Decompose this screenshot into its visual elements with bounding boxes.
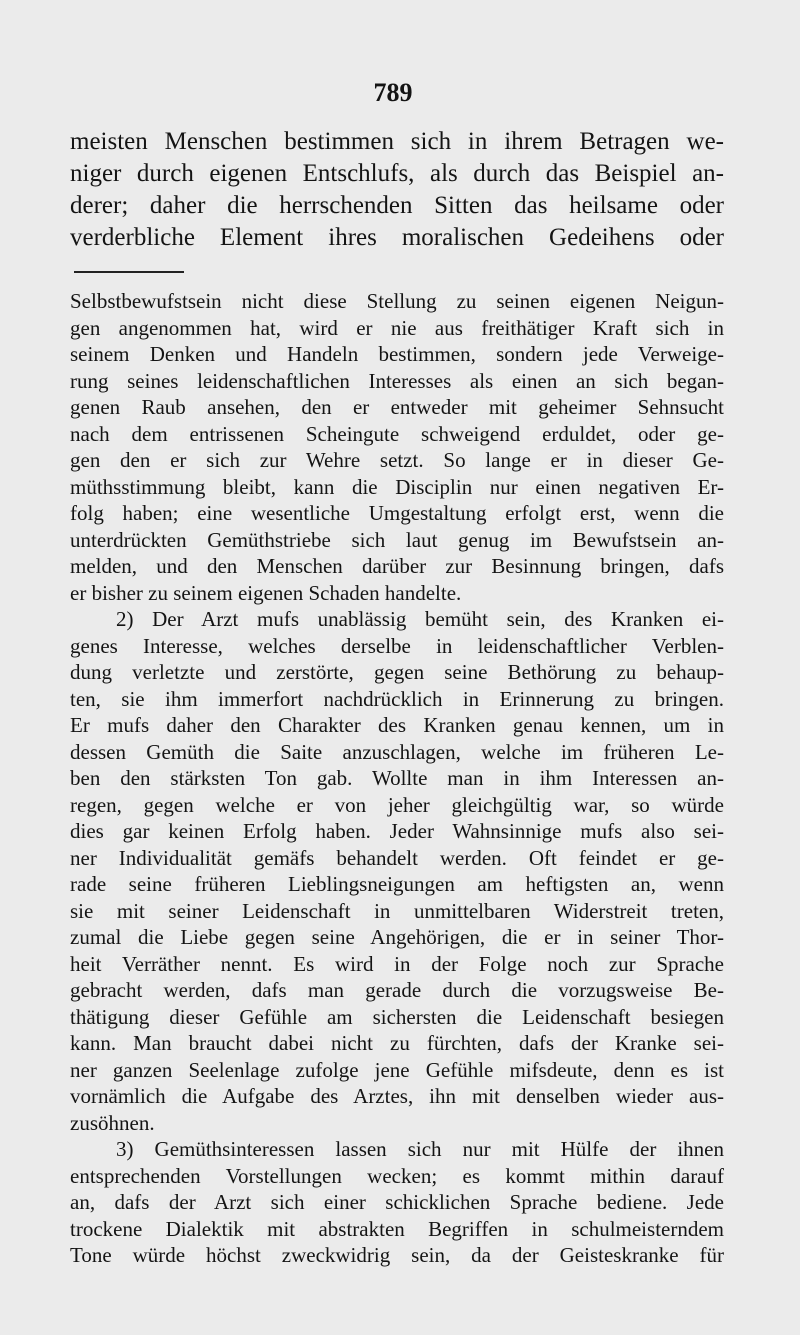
text-line: 3) Gemüthsinteressen lassen sich nur mit Hülfe der ihnen <box>116 1137 724 1161</box>
text-line: dies gar keinen Erfolg haben. Jeder Wahnsinnige mufs also sei- <box>70 819 724 843</box>
text-line: trockene Dialektik mit abstrakten Begriffen in schulmeisterndem <box>70 1216 724 1241</box>
text-line: rung seines leidenschaftlichen Interesses als einen an sich began- <box>70 368 724 393</box>
text-line: entsprechenden Vorstellungen wecken; es kommt mithin darauf <box>70 1163 724 1188</box>
text-line: ner ganzen Seelenlage zufolge jene Gefühle mifsdeute, denn es ist <box>70 1057 724 1082</box>
text-line: kann. Man braucht dabei nicht zu fürchten, dafs der Kranke sei- <box>70 1031 724 1055</box>
text-line: unterdrückten Gemüthstriebe sich laut genug im Bewufstsein an- <box>70 527 724 552</box>
text-line: ner Individualität gemäfs behandelt werden. Oft feindet er ge- <box>70 845 724 870</box>
text-line: heit Verräther nennt. Es wird in der Folge noch zur Sprache <box>70 951 724 976</box>
text-line: ten, sie ihm immerfort nachdrücklich in Erinnerung zu bringen. <box>70 686 724 711</box>
text-line: dung verletzte und zerstörte, gegen seine Bethörung zu behaup- <box>70 660 724 684</box>
text-line: regen, gegen welche er von jeher gleichgültig war, so würde <box>70 792 724 817</box>
text-line: an, dafs der Arzt sich einer schicklichen Sprache bediene. Jede <box>70 1190 724 1214</box>
text-line: genes Interesse, welches derselbe in leidenschaftlicher Verblen- <box>70 633 724 658</box>
text-line: Tone würde höchst zweckwidrig sein, da der Geisteskranke für <box>70 1243 724 1267</box>
text-line: vornämlich die Aufgabe des Arztes, ihn mit denselben wieder aus- <box>70 1084 724 1108</box>
text-line: zumal die Liebe gegen seine Angehörigen, die er in seiner Thor- <box>70 925 724 949</box>
text-line: melden, und den Menschen darüber zur Besinnung bringen, dafs <box>70 554 724 578</box>
main-text-bottom <box>70 288 724 1269</box>
text-line: genen Raub ansehen, den er entweder mit geheimer Sehnsucht <box>70 395 724 419</box>
text-line: thätigung dieser Gefühle am sichersten die Leidenschaft besiegen <box>70 1004 724 1029</box>
text-line: 2) Der Arzt mufs unablässig bemüht sein, des Kranken ei- <box>116 607 724 631</box>
text-line: gen angenommen hat, wird er nie aus freithätiger Kraft sich in <box>70 315 724 340</box>
text-line: rade seine früheren Lieblingsneigungen am heftigsten an, wenn <box>70 872 724 896</box>
page-number: 789 <box>373 78 413 107</box>
text-line: folg haben; eine wesentliche Umgestaltung erfolgt erst, wenn die <box>70 501 724 525</box>
text-line: derer; daher die herrschenden Sitten das heilsame oder <box>70 192 724 219</box>
text-line: er bisher zu seinem eigenen Schaden handelte. <box>70 580 462 605</box>
text-line: ben den stärksten Ton gab. Wollte man in ihm Interessen an- <box>70 766 724 790</box>
text-line: zusöhnen. <box>70 1110 155 1135</box>
text-line: sie mit seiner Leidenschaft in unmittelbaren Widerstreit treten, <box>70 898 724 923</box>
text-line: Er mufs daher den Charakter des Kranken genau kennen, um in <box>70 713 724 737</box>
text-line: nach dem entrissenen Scheingute schweigend erduldet, oder ge- <box>70 421 724 446</box>
text-line: dessen Gemüth die Saite anzuschlagen, welche im früheren Le- <box>70 739 724 764</box>
text-line: Selbstbewufstsein nicht diese Stellung zu seinen eigenen Neigun- <box>70 289 724 313</box>
text-line: verderbliche Element ihres moralischen Gedeihens oder <box>70 224 724 251</box>
text-line: müthsstimmung bleibt, kann die Disciplin nur einen negativen Er- <box>70 474 724 499</box>
text-line: meisten Menschen bestimmen sich in ihrem Betragen we- <box>70 128 724 155</box>
text-line: gen den er sich zur Wehre setzt. So lange er in dieser Ge- <box>70 448 724 472</box>
text-line: gebracht werden, dafs man gerade durch die vorzugsweise Be- <box>70 978 724 1002</box>
text-line: seinem Denken und Handeln bestimmen, sondern jede Verweige- <box>70 342 724 366</box>
main-text-top <box>70 126 724 254</box>
footnote-separator <box>74 271 184 273</box>
text-line: niger durch eigenen Entschlufs, als durch das Beispiel an- <box>70 160 724 187</box>
